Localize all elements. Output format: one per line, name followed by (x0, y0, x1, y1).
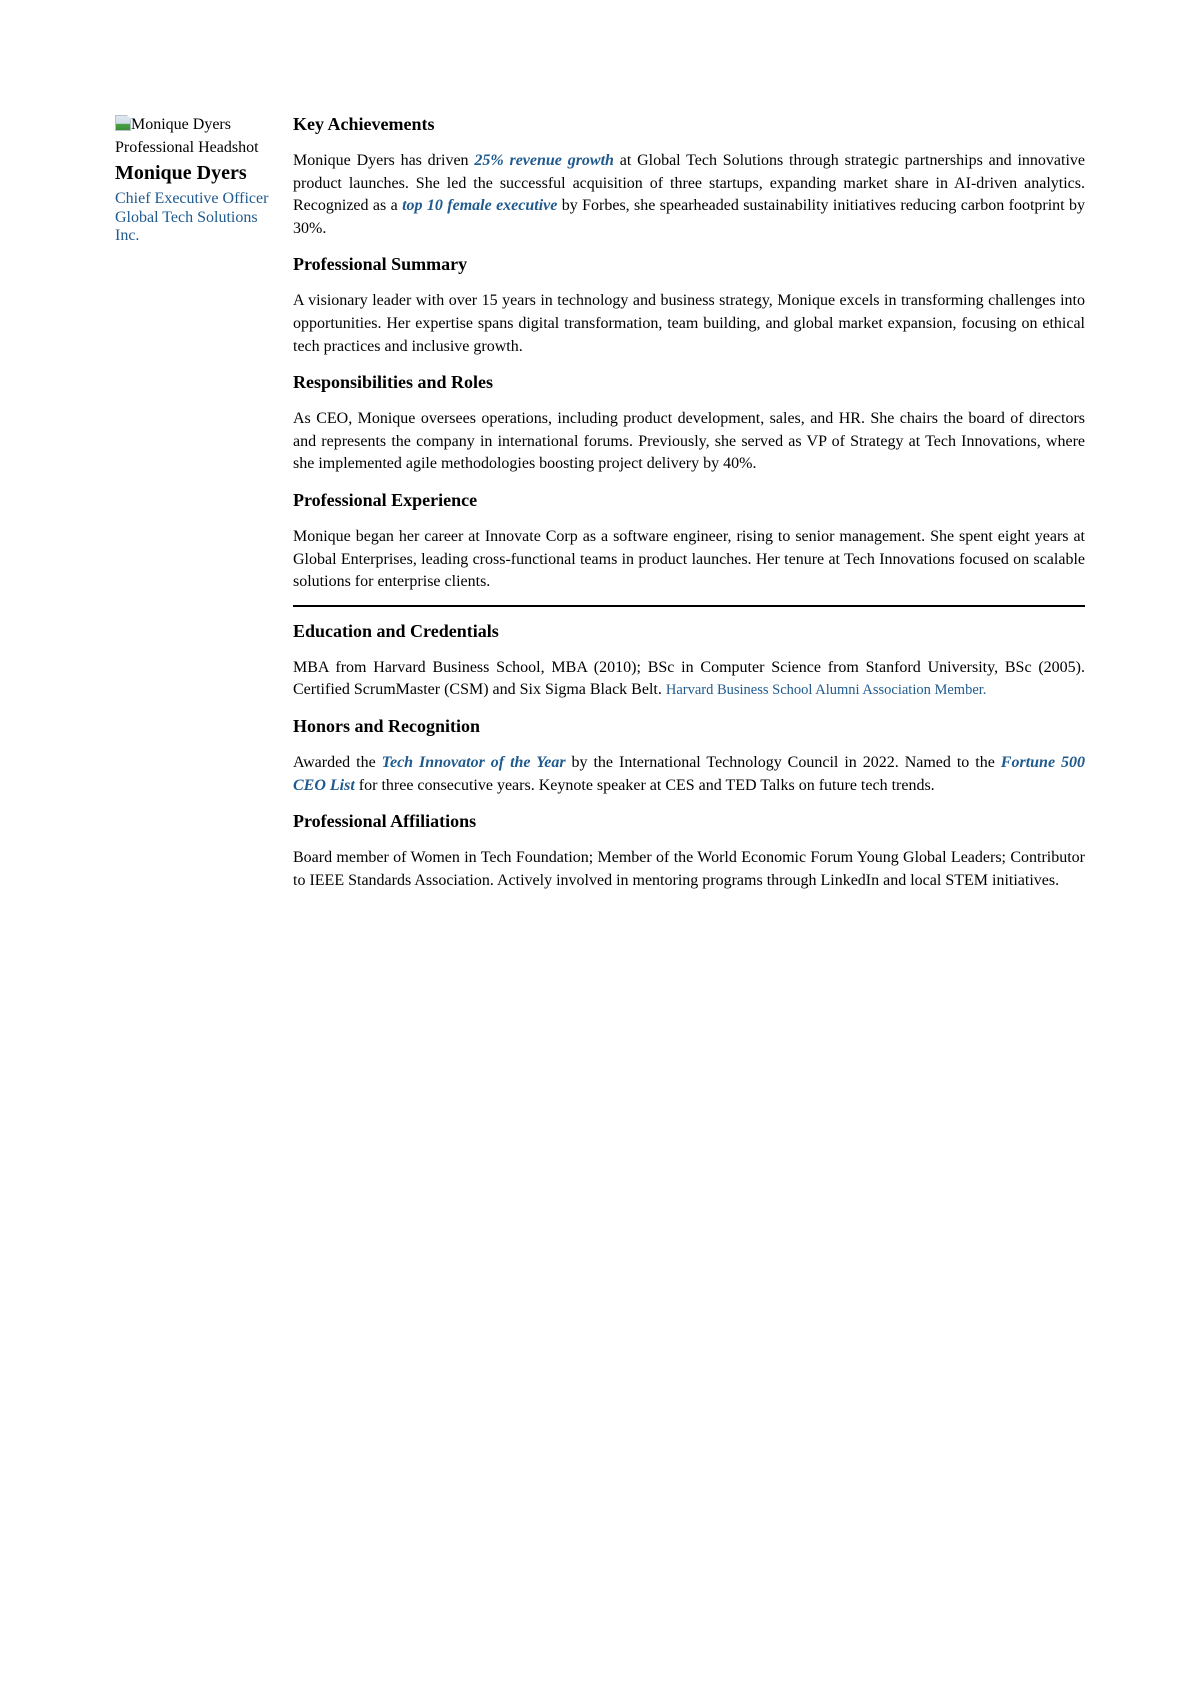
profile-sidebar (115, 113, 277, 246)
section-responsibilities (293, 371, 1085, 476)
profile-title-block (115, 190, 277, 246)
section-affiliations (293, 810, 1085, 892)
section-heading: Education and Credentials (293, 620, 499, 641)
body-text: A visionary leader with over 15 years in technology and business strategy, Monique excels in transforming challenges into opportunities. Her expertise spans digital transformation, team building, and global market expansion, focusing on ethical tech practices and inclusive growth. (293, 292, 1085, 355)
job-title: Chief Executive Officer (115, 190, 269, 207)
body-text: Awarded the (293, 753, 382, 771)
section-heading: Professional Affiliations (293, 811, 477, 832)
company-name: Global Tech Solutions Inc. (115, 208, 258, 244)
body-text: MBA from Harvard Business School, MBA (2010); BSc in Computer Science from Stanford University, BSc (2005). Certified ScrumMaster (CSM) and Six Sigma Black Belt. (293, 658, 1085, 699)
body-text: by the International Technology Council in 2022. Named to the (565, 753, 1001, 771)
headshot-alt-text: Monique Dyers Professional Headshot (115, 116, 259, 156)
section-body (293, 408, 1085, 476)
section-key-achievements (293, 113, 1085, 240)
section-body (293, 847, 1085, 892)
body-text: Monique Dyers has driven (293, 152, 475, 169)
section-professional-summary (293, 253, 1085, 358)
section-body (293, 150, 1085, 240)
body-text: As CEO, Monique oversees operations, including product development, sales, and HR. She chairs the board of directors and represents the company in international forums. Previously, she served as VP of Strategy at Tech Innovations, where she implemented agile methodologies boosting project delivery by 40%. (293, 410, 1085, 473)
section-heading: Professional Experience (293, 489, 478, 510)
section-honors (293, 715, 1085, 797)
section-divider (293, 605, 1085, 607)
section-body (293, 290, 1085, 358)
section-heading: Professional Summary (293, 254, 468, 275)
body-text: Board member of Women in Tech Foundation; Member of the World Economic Forum Young Global Leaders; Contributor to IEEE Standards Association. Actively involved in mentoring programs through LinkedIn and local STEM initiatives. (293, 849, 1085, 889)
body-text: by Forbes, she spearheaded sustainability initiatives reducing carbon footprint by 30%. (293, 197, 1085, 237)
broken-image-icon (115, 115, 131, 131)
resume-content (293, 113, 1085, 905)
section-body (293, 752, 1085, 797)
highlight-text: Tech Innovator of the Year (381, 753, 566, 771)
headshot-image (115, 113, 277, 159)
highlight-text: Fortune 500 CEO List (293, 753, 1086, 794)
highlight-text: 25% revenue growth (474, 152, 614, 169)
resume-page (115, 113, 1085, 905)
section-body (293, 657, 1085, 702)
section-heading: Responsibilities and Roles (293, 372, 494, 393)
section-heading: Key Achievements (293, 114, 435, 134)
alumni-note: Harvard Business School Alumni Association Member. (665, 682, 987, 699)
profile-name: Monique Dyers (115, 162, 247, 184)
section-education (293, 620, 1085, 702)
body-text: for three consecutive years. Keynote speaker at CES and TED Talks on future tech trends. (354, 776, 935, 794)
body-text: at Global Tech Solutions through strategic partnerships and innovative product launches. She led the successful acquisition of three startups, expanding market share in AI-driven analytics. Recognized as a (293, 152, 1086, 215)
body-text: Monique began her career at Innovate Corp as a software engineer, rising to senior management. She spent eight years at Global Enterprises, leading cross-functional teams in product launches. Her tenure at Tech Innovations focused on scalable solutions for enterprise clients. (293, 527, 1085, 591)
highlight-text: top 10 female executive (402, 197, 558, 215)
section-body (293, 526, 1085, 594)
section-professional-experience (293, 489, 1085, 594)
section-heading: Honors and Recognition (293, 715, 481, 736)
